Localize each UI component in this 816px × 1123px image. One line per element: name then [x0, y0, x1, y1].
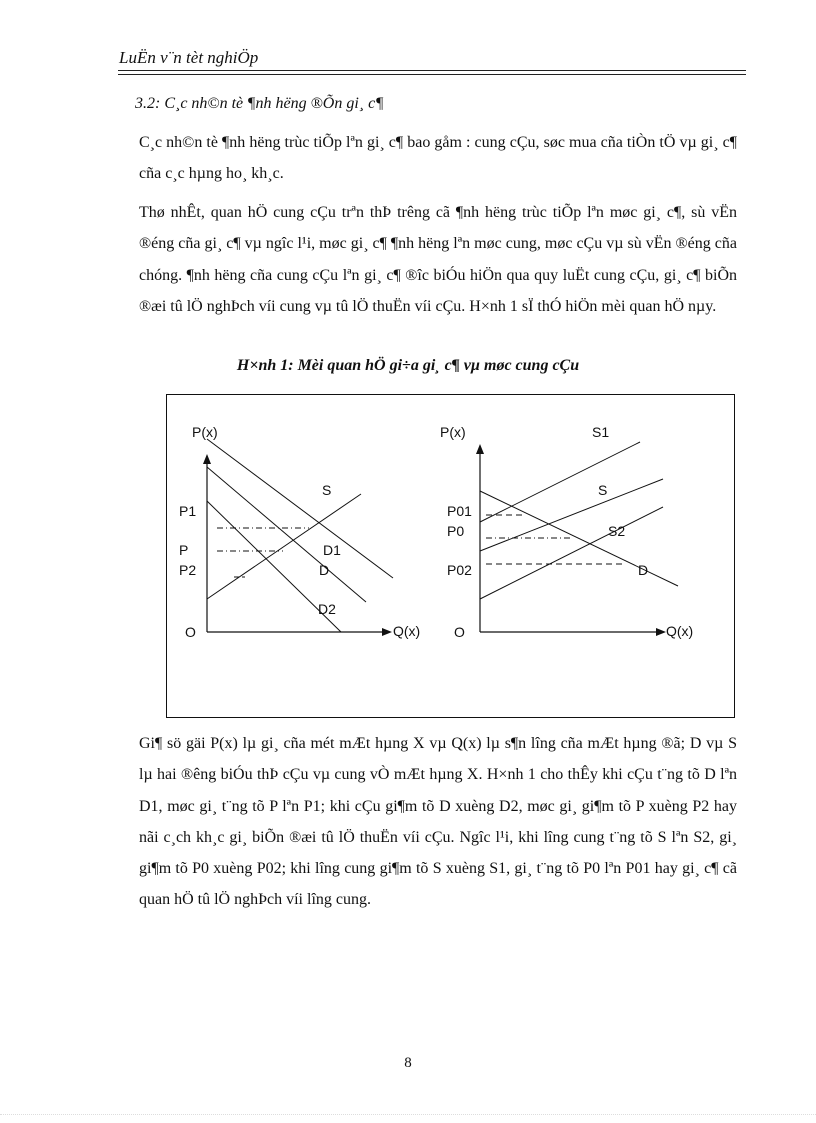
right-y-axis-label: P(x)	[440, 424, 466, 440]
right-origin-label: O	[454, 624, 465, 640]
right-curve-s2	[480, 507, 663, 599]
left-curve-label-d1: D1	[323, 542, 341, 558]
header-rule-top	[118, 70, 746, 71]
paragraph-2: Thø nhÊt, quan hÖ cung cÇu trªn thÞ trêng cã ¶nh hëng trùc tiÕp lªn møc gi¸ c¶, sù vËn ®éng cña gi¸ c¶ vµ ngîc l¹i, møc gi¸ c¶ ¶nh hëng lªn møc cung, møc cÇu vµ sù vËn ®éng cña chóng. ¶nh hëng cña cung cÇu lªn gi¸ c¶ ®îc biÓu hiÖn qua quy luËt cung cÇu, gi¸ c¶ biÕn ®æi tû lÖ nghÞch víi cung vµ tû lÖ thuËn víi cÇu. H×nh 1 sÏ thÓ hiÖn mèi quan hÖ nµy.	[139, 204, 737, 315]
figure-svg	[166, 394, 735, 718]
right-curve-label-s: S	[598, 482, 608, 498]
left-price-label-p: P	[179, 542, 189, 558]
right-curve-d	[480, 491, 678, 586]
page-number: 8	[404, 1055, 412, 1071]
left-curve-d	[207, 467, 366, 602]
right-price-label-p02: P02	[447, 562, 472, 578]
paragraph-3: Gi¶ sö gäi P(x) lµ gi¸ cña mét mÆt hµng X vµ Q(x) lµ s¶n lîng cña mÆt hµng ®ã; D vµ S lµ hai ®êng biÓu thÞ cÇu vµ cung vÒ mÆt hµng X. H×nh 1 cho thÊy khi cÇu t¨ng tõ D lªn D1, møc gi¸ t¨ng tõ P lªn P1; khi cÇu gi¶m tõ D xuèng D2, møc gi¸ gi¶m tõ P xuèng P2 hay nãi c¸ch kh¸c gi¸ biÕn ®æi tû lÖ thuËn víi cÇu. Ngîc l¹i, khi lîng cung t¨ng tõ S lªn S2, gi¸ gi¶m tõ P0 xuèng P02; khi lîng cung gi¶m tõ S xuèng S1, gi¸ t¨ng tõ P0 lªn P01 hay gi¸ c¶ cã quan hÖ tû lÖ nghÞch víi lîng cung.	[139, 735, 737, 909]
right-chart	[440, 424, 693, 640]
left-x-axis-label: Q(x)	[393, 623, 421, 639]
right-curve-label-s2: S2	[608, 523, 626, 539]
right-price-label-p0: P0	[447, 523, 465, 539]
document-header-title: LuËn v¨n tèt nghiÖp	[119, 48, 259, 67]
left-curve-d1	[207, 439, 393, 578]
left-price-label-p2: P2	[179, 562, 197, 578]
right-curve-s1	[480, 442, 640, 522]
left-y-axis-label: P(x)	[192, 424, 218, 440]
figure-frame	[167, 395, 735, 718]
right-price-label-p01: P01	[447, 503, 472, 519]
header-rule-bottom	[118, 74, 746, 75]
left-curve-label-d: D	[319, 562, 330, 578]
left-curve-label-d2: D2	[318, 601, 336, 617]
section-heading: 3.2: C¸c nh©n tè ¶nh hëng ®Õn gi¸ c¶	[135, 95, 384, 112]
page-bottom-rule	[0, 1114, 816, 1115]
left-chart	[179, 424, 420, 640]
paragraph-1: C¸c nh©n tè ¶nh hëng trùc tiÕp lªn gi¸ c¶ bao gåm : cung cÇu, søc mua cña tiÒn tÖ vµ gi¸ c¶ cña c¸c hµng ho¸ kh¸c.	[139, 134, 737, 183]
left-curve-label-s: S	[322, 482, 332, 498]
right-curve-label-s1: S1	[592, 424, 610, 440]
right-y-axis-arrow-icon	[476, 444, 484, 454]
figure-caption: H×nh 1: Mèi quan hÖ gi÷a gi¸ c¶ vµ møc cung cÇu	[236, 357, 580, 374]
right-x-axis-arrow-icon	[656, 628, 666, 636]
left-x-axis-arrow-icon	[382, 628, 392, 636]
left-origin-label: O	[185, 624, 196, 640]
left-price-label-p1: P1	[179, 503, 197, 519]
right-x-axis-label: Q(x)	[666, 623, 694, 639]
right-curve-label-d: D	[638, 562, 649, 578]
supply-demand-figure	[166, 394, 735, 718]
left-y-axis-arrow-icon	[203, 454, 211, 464]
